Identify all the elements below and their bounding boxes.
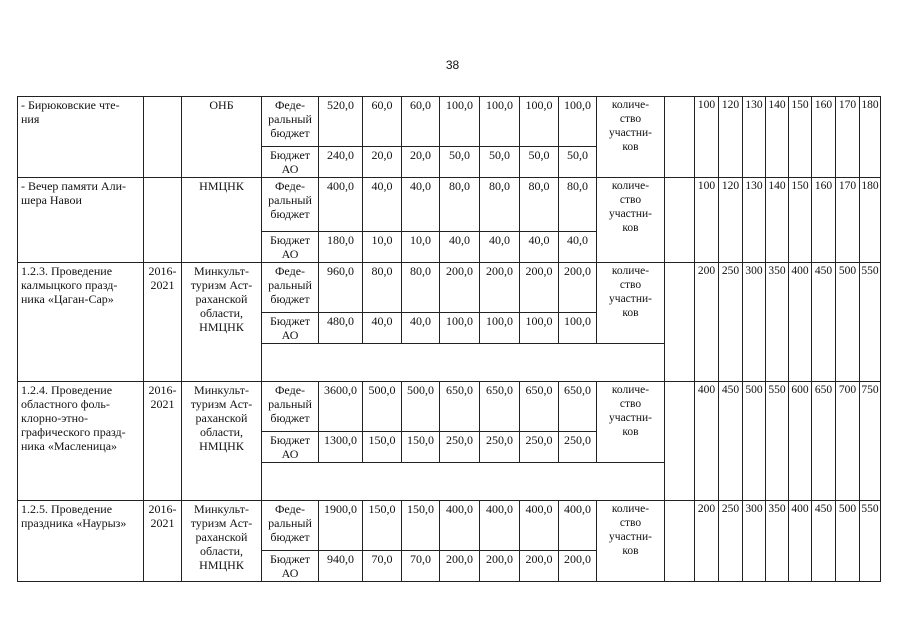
funding-value: 70,0 (363, 551, 402, 582)
target-value: 450 (812, 501, 836, 582)
funding-value: 240,0 (319, 147, 363, 178)
funding-value: 960,0 (319, 263, 363, 313)
funding-value: 500,0 (363, 382, 402, 432)
funding-value: 60,0 (402, 97, 440, 147)
funding-value: 50,0 (440, 147, 480, 178)
funding-value: 200,0 (559, 551, 597, 582)
event-name: 1.2.5. Проведение праздника «Наурыз» (18, 501, 144, 582)
funding-value: 40,0 (559, 232, 597, 263)
target-value: 450 (719, 382, 743, 501)
target-value: 650 (812, 382, 836, 501)
funding-value: 180,0 (319, 232, 363, 263)
funding-value: 200,0 (480, 551, 520, 582)
empty-cell (665, 382, 695, 501)
program-table (17, 96, 881, 582)
target-value: 160 (812, 97, 836, 178)
target-value: 120 (719, 178, 743, 263)
funding-value: 70,0 (402, 551, 440, 582)
target-value: 300 (743, 263, 766, 382)
target-value: 550 (766, 382, 789, 501)
event-years: 2016- 2021 (144, 382, 182, 501)
funding-value: 150,0 (363, 432, 402, 463)
funding-value: 200,0 (520, 551, 559, 582)
funding-value: 20,0 (363, 147, 402, 178)
funding-value: 150,0 (402, 501, 440, 551)
spacer-cell (597, 344, 665, 382)
funding-value: 250,0 (440, 432, 480, 463)
event-executor: Минкульт- туризм Аст- раханской области, НМЦНК (182, 501, 262, 582)
funding-value: 40,0 (520, 232, 559, 263)
target-value: 300 (743, 501, 766, 582)
funding-value: 100,0 (440, 97, 480, 147)
funding-source: Феде- ральный бюджет (262, 178, 319, 232)
indicator-name: количе- ство участни- ков (597, 178, 665, 263)
funding-value: 40,0 (480, 232, 520, 263)
funding-source: Феде- ральный бюджет (262, 382, 319, 432)
spacer-cell (262, 463, 597, 501)
target-value: 130 (743, 178, 766, 263)
event-years (144, 97, 182, 178)
funding-value: 50,0 (559, 147, 597, 178)
funding-value: 480,0 (319, 313, 363, 344)
target-value: 600 (789, 382, 812, 501)
target-value: 400 (789, 501, 812, 582)
funding-value: 200,0 (480, 263, 520, 313)
funding-value: 20,0 (402, 147, 440, 178)
event-executor: Минкульт- туризм Аст- раханской области, НМЦНК (182, 263, 262, 382)
target-value: 750 (860, 382, 881, 501)
target-value: 550 (860, 263, 881, 382)
funding-value: 10,0 (402, 232, 440, 263)
funding-value: 100,0 (480, 97, 520, 147)
funding-source: Бюджет АО (262, 313, 319, 344)
target-value: 500 (836, 263, 860, 382)
event-name: - Бирюковские чте- ния (18, 97, 144, 178)
funding-value: 200,0 (440, 551, 480, 582)
funding-value: 400,0 (520, 501, 559, 551)
target-value: 350 (766, 501, 789, 582)
funding-value: 200,0 (559, 263, 597, 313)
funding-value: 40,0 (402, 313, 440, 344)
funding-value: 100,0 (559, 313, 597, 344)
target-value: 180 (860, 178, 881, 263)
target-value: 250 (719, 501, 743, 582)
event-row (18, 178, 881, 232)
funding-value: 80,0 (440, 178, 480, 232)
funding-source: Феде- ральный бюджет (262, 501, 319, 551)
event-executor: Минкульт- туризм Аст- раханской области, НМЦНК (182, 382, 262, 501)
target-value: 550 (860, 501, 881, 582)
event-row (18, 97, 881, 147)
funding-value: 400,0 (559, 501, 597, 551)
funding-value: 650,0 (440, 382, 480, 432)
funding-source: Бюджет АО (262, 232, 319, 263)
funding-value: 200,0 (440, 263, 480, 313)
empty-cell (665, 97, 695, 178)
target-value: 400 (695, 382, 719, 501)
page-number: 38 (445, 58, 460, 72)
indicator-name: количе- ство участни- ков (597, 501, 665, 582)
funding-value: 650,0 (559, 382, 597, 432)
funding-source: Бюджет АО (262, 432, 319, 463)
funding-value: 80,0 (363, 263, 402, 313)
funding-value: 650,0 (520, 382, 559, 432)
target-value: 450 (812, 263, 836, 382)
event-row (18, 263, 881, 313)
funding-source: Феде- ральный бюджет (262, 97, 319, 147)
target-value: 150 (789, 97, 812, 178)
event-row (18, 382, 881, 432)
target-value: 140 (766, 97, 789, 178)
funding-value: 150,0 (402, 432, 440, 463)
target-value: 100 (695, 97, 719, 178)
funding-value: 200,0 (520, 263, 559, 313)
funding-value: 400,0 (480, 501, 520, 551)
funding-value: 60,0 (363, 97, 402, 147)
funding-value: 1900,0 (319, 501, 363, 551)
event-executor: ОНБ (182, 97, 262, 178)
target-value: 400 (789, 263, 812, 382)
event-name: - Вечер памяти Али- шера Навои (18, 178, 144, 263)
target-value: 100 (695, 178, 719, 263)
funding-value: 40,0 (363, 313, 402, 344)
funding-value: 940,0 (319, 551, 363, 582)
target-value: 170 (836, 97, 860, 178)
event-row (18, 501, 881, 551)
funding-value: 50,0 (520, 147, 559, 178)
funding-value: 80,0 (480, 178, 520, 232)
target-value: 200 (695, 501, 719, 582)
funding-value: 520,0 (319, 97, 363, 147)
funding-value: 150,0 (363, 501, 402, 551)
target-value: 180 (860, 97, 881, 178)
funding-value: 250,0 (480, 432, 520, 463)
funding-value: 100,0 (559, 97, 597, 147)
funding-value: 500,0 (402, 382, 440, 432)
spacer-cell (262, 344, 597, 382)
target-value: 160 (812, 178, 836, 263)
indicator-name: количе- ство участни- ков (597, 97, 665, 178)
target-value: 500 (836, 501, 860, 582)
target-value: 200 (695, 263, 719, 382)
funding-source: Бюджет АО (262, 147, 319, 178)
empty-cell (665, 501, 695, 582)
indicator-name: количе- ство участни- ков (597, 263, 665, 344)
funding-value: 10,0 (363, 232, 402, 263)
event-executor: НМЦНК (182, 178, 262, 263)
funding-value: 50,0 (480, 147, 520, 178)
spacer-cell (597, 463, 665, 501)
funding-source: Феде- ральный бюджет (262, 263, 319, 313)
event-years: 2016- 2021 (144, 263, 182, 382)
funding-value: 80,0 (559, 178, 597, 232)
target-value: 170 (836, 178, 860, 263)
empty-cell (665, 178, 695, 263)
funding-source: Бюджет АО (262, 551, 319, 582)
target-value: 150 (789, 178, 812, 263)
target-value: 350 (766, 263, 789, 382)
funding-value: 3600,0 (319, 382, 363, 432)
funding-value: 650,0 (480, 382, 520, 432)
funding-value: 250,0 (559, 432, 597, 463)
funding-value: 400,0 (319, 178, 363, 232)
funding-value: 400,0 (440, 501, 480, 551)
funding-value: 100,0 (520, 313, 559, 344)
target-value: 250 (719, 263, 743, 382)
target-value: 700 (836, 382, 860, 501)
funding-value: 100,0 (440, 313, 480, 344)
event-name: 1.2.3. Проведение калмыцкого празд- ника «Цаган-Сар» (18, 263, 144, 382)
target-value: 140 (766, 178, 789, 263)
event-name: 1.2.4. Проведение областного фоль- клорно-этно- графического празд- ника «Масленица» (18, 382, 144, 501)
event-years (144, 178, 182, 263)
event-years: 2016- 2021 (144, 501, 182, 582)
target-value: 500 (743, 382, 766, 501)
funding-value: 40,0 (363, 178, 402, 232)
target-value: 120 (719, 97, 743, 178)
funding-value: 40,0 (402, 178, 440, 232)
funding-value: 80,0 (520, 178, 559, 232)
funding-value: 80,0 (402, 263, 440, 313)
funding-value: 100,0 (480, 313, 520, 344)
funding-value: 100,0 (520, 97, 559, 147)
indicator-name: количе- ство участни- ков (597, 382, 665, 463)
empty-cell (665, 263, 695, 382)
funding-value: 40,0 (440, 232, 480, 263)
target-value: 130 (743, 97, 766, 178)
funding-value: 250,0 (520, 432, 559, 463)
funding-value: 1300,0 (319, 432, 363, 463)
